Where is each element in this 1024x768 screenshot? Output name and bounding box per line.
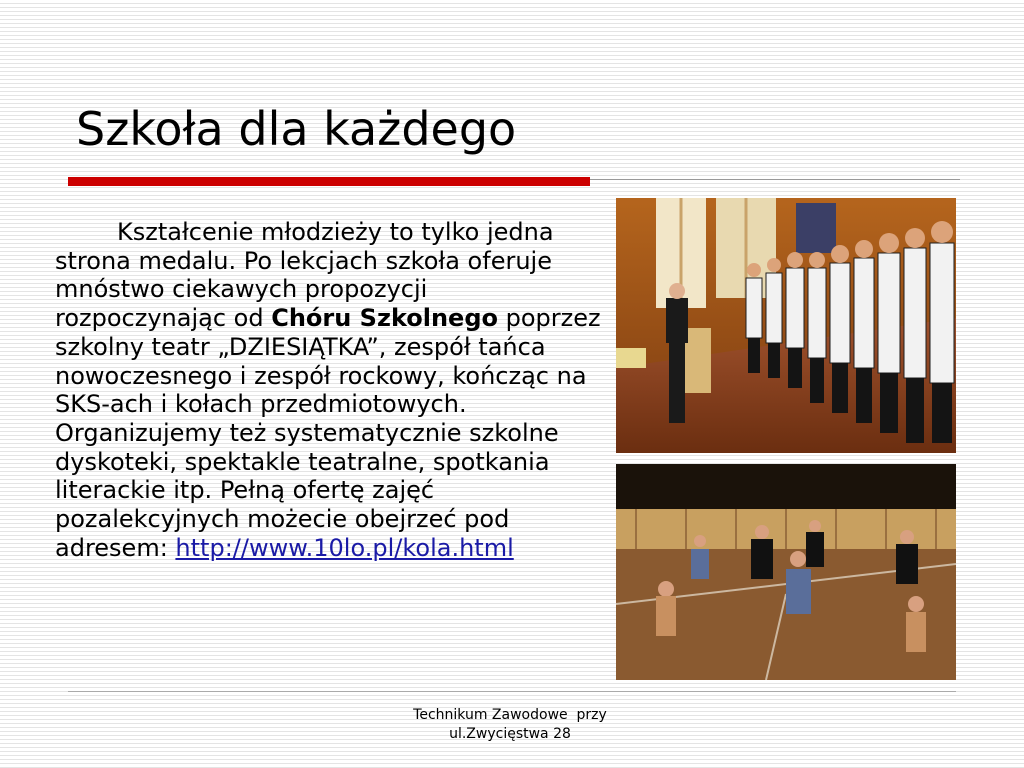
title-underline-thin: [590, 179, 960, 180]
title-underline-accent: [68, 177, 590, 186]
body-continuation: poprzez szkolny teatr „DZIESIĄTKA”, zespół tańca nowoczesnego i zespół rockowy, kończąc na SKS-ach i kołach przedmiotowych. Organizujemy też systematycznie szkolne dyskoteki, spektakle teatralne, spotkania literackie itp. Pełną ofertę zajęć pozalekcyjnych możecie obejrzeć pod adresem:: [55, 304, 601, 562]
footer-line-1: Technikum Zawodowe przy: [413, 707, 607, 723]
slide-footer: [370, 706, 650, 744]
slide-title: Szkoła dla każdego: [76, 102, 517, 156]
footer-line-2: ul.Zwycięstwa 28: [449, 726, 571, 742]
body-paragraph: [55, 218, 605, 562]
body-intro: Kształcenie młodzieży to tylko jedna strona medalu. Po lekcjach szkoła oferuje mnóstwo ciekawych propozycji rozpoczynając od: [55, 218, 554, 333]
footer-divider: [68, 691, 956, 692]
dance-photo: [616, 464, 956, 680]
activities-link[interactable]: http://www.10lo.pl/kola.html: [175, 533, 514, 562]
choir-highlight: Chóru Szkolnego: [271, 304, 498, 333]
choir-photo: [616, 198, 956, 453]
